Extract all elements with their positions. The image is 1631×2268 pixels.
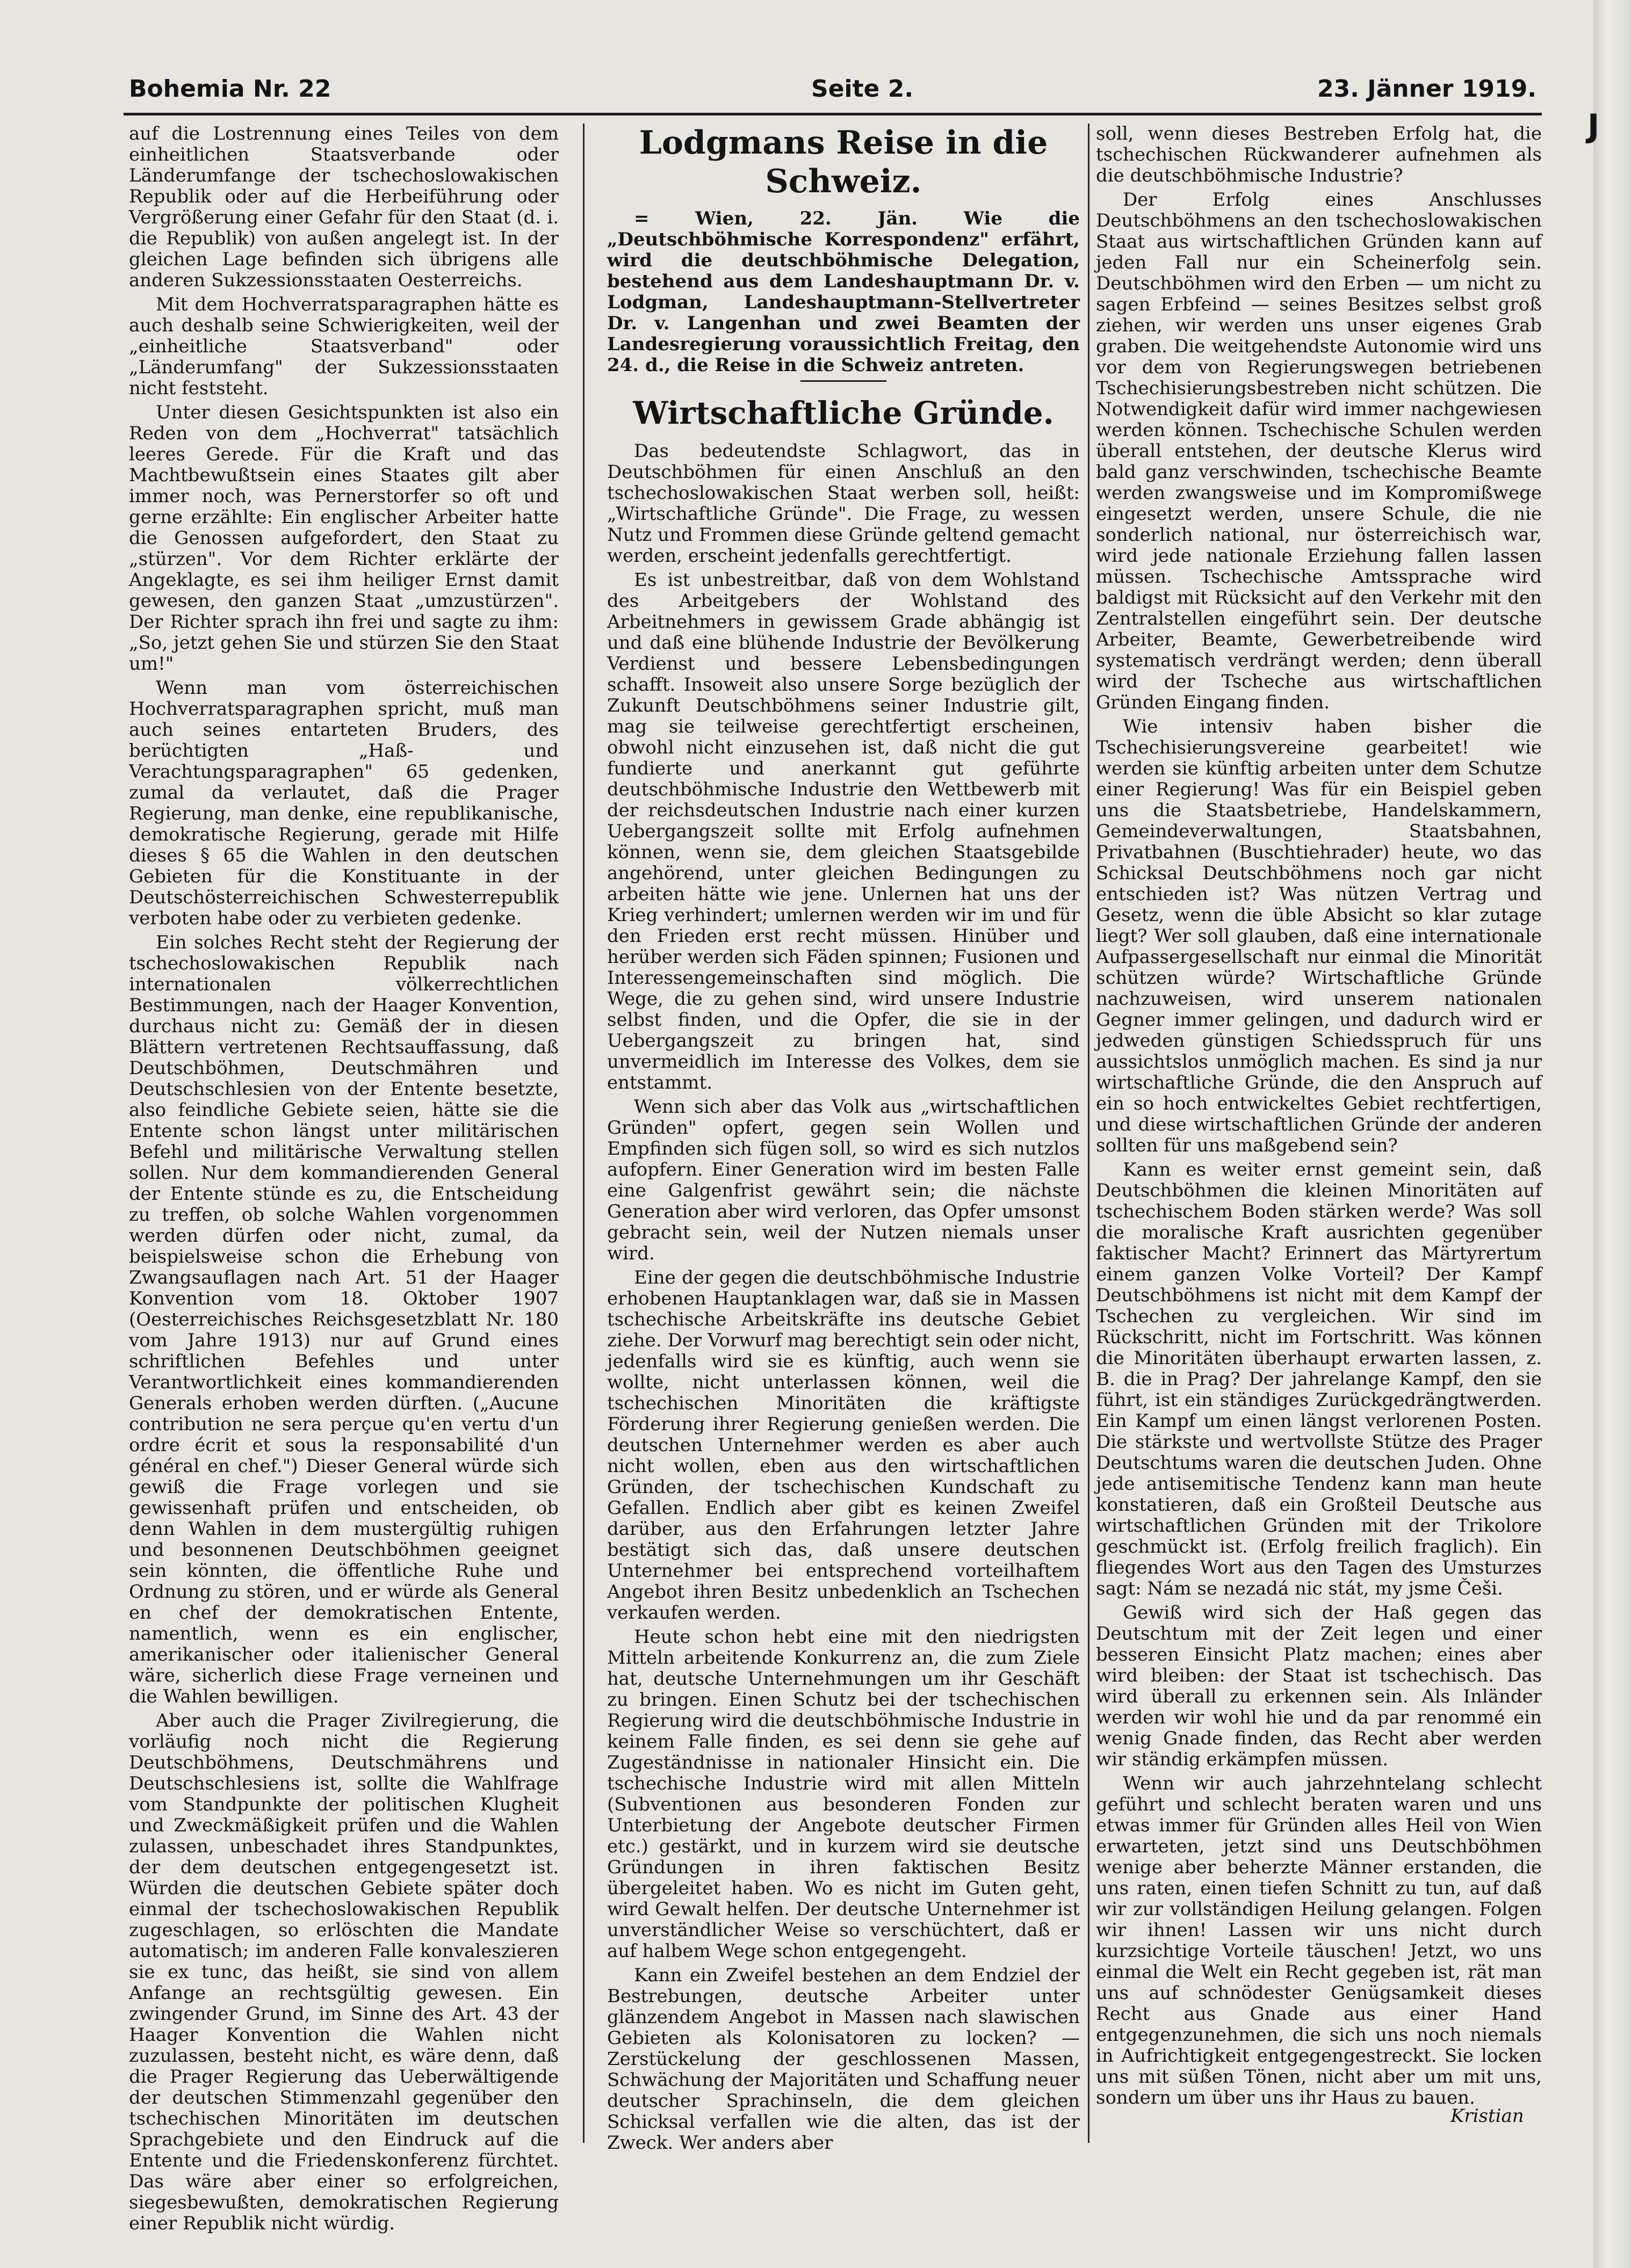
- paragraph: Eine der gegen die deutschböhmische Industrie erhobenen Hauptanklagen war, daß sie in Massen tschechische Arbeitskräfte ins deutsche Gebiet ziehe. Der Vorwurf mag berechtigt sein oder nicht, jedenfalls wird sie es künftig, auch wenn sie wollte, nicht unterlassen können, weil die tschechischen Minoritäten die kräftigste Förderung ihrer Regierung genießen werden. Die deutschen Unternehmer werden es aber auch nicht wollen, eben aus den wirtschaftlichen Gründen, der tschechischen Kundschaft zu Gefallen. Endlich aber gibt es keinen Zweifel darüber, aus den Erfahrungen letzter Jahre bestätigt sich das, daß unsere deutschen Unternehmer bei entsprechend vorteilhaftem Angebot ihren Besitz unbedenklich an Tschechen verkaufen werden.: [607, 1267, 1080, 1624]
- header-page-number: Seite 2.: [811, 75, 914, 103]
- paragraph: Wie intensiv haben bisher die Tschechisierungsvereine gearbeitet! wie werden sie künftig arbeiten unter dem Schutze einer Regierung! Was für ein Beispiel geben uns die Staatsbetriebe, Handelskammern, Gemeindeverwaltungen, Staatsbahnen, Privatbahnen (Buschtiehrader) heute, wo das Schicksal Deutschböhmens noch gar nicht entschieden ist? Was nützen Vertrag und Gesetz, wenn die üble Absicht so klar zutage liegt? Wer soll glauben, daß eine internationale Aufpassergesellschaft nur einmal die Minorität schützen würde? Wirtschaftliche Gründe nachzuweisen, wird unserem nationalen Gegner immer gelingen, und dadurch wird er jedweden günstigen Schiedsspruch für uns aussichtslos unmöglich machen. Es sind ja nur wirtschaftliche Gründe, die den Anspruch auf ein so hoch entwickeltes Gebiet rechtfertigen, und diese wirtschaftlichen Gründe der anderen sollten für uns maßgebend sein?: [1096, 716, 1542, 1156]
- paragraph: Wenn wir auch jahrzehntelang schlecht geführt und schlecht beraten waren und uns etwas immer für Gründen alles Heil von Wien erwarteten, jetzt sind uns Deutschböhmen wenige aber beherzte Männer erstanden, die uns raten, einen tiefen Schnitt zu tun, auf daß wir zur vollständigen Heilung gelangen. Folgen wir ihnen! Lassen wir uns nicht durch kurzsichtige Vorteile täuschen! Jetzt, wo uns einmal die Welt ein Recht gegeben ist, rät man uns auf schnödester Genügsamkeit dieses Recht aus Gnade aus einer Hand entgegenzunehmen, die sich uns noch niemals in Aufrichtigkeit entgegengestreckt. Sie locken uns mit süßen Tönen, nicht aber um mit uns, sondern um über uns ihr Haus zu bauen.: [1096, 1773, 1542, 2108]
- article-headline: Lodgmans Reise in die Schweiz.: [639, 124, 1048, 200]
- column-divider: [1088, 124, 1089, 2143]
- column-divider: [583, 124, 584, 2143]
- column-1: [129, 123, 559, 2234]
- paragraph: soll, wenn dieses Bestreben Erfolg hat, die tschechischen Rückwanderer aufnehmen als die deutschböhmische Industrie?: [1096, 123, 1542, 186]
- paragraph: Aber auch die Prager Zivilregierung, die vorläufig noch nicht die Regierung Deutschböhmens, Deutschmährens und Deutschschlesiens ist, sollte die Wahlfrage vom Standpunkte der politischen Klugheit und Zweckmäßigkeit prüfen und die Wahlen zulassen, unbeschadet ihres Standpunktes, der dem deutschen entgegengesetzt ist. Würden die deutschen Gebiete später doch einmal der tschechoslowakischen Republik zugeschlagen, so erlöschten die Mandate automatisch; im anderen Falle konvaleszieren sie ex tunc, das heißt, sie sind von allem Anfange an rechtsgültig gewesen. Ein zwingender Grund, im Sinne des Art. 43 der Haager Konvention die Wahlen nicht zuzulassen, besteht nicht, es wäre denn, daß die Prager Regierung das Ueberwältigende der deutschen Stimmenzahl gegenüber den tschechischen Minoritäten im deutschen Sprachgebiete und den Eindruck auf die Entente und die Friedenskonferenz fürchtet. Das wäre aber einer so erfolgreichen, siegesbewußten, demokratischen Regierung einer Republik nicht würdig.: [129, 1710, 559, 2234]
- paragraph: Kann ein Zweifel bestehen an dem Endziel der Bestrebungen, deutsche Arbeiter unter glänzendem Angebot in Massen nach slawischen Gebieten als Kolonisatoren zu locken? — Zerstückelung der geschlossenen Massen, Schwächung der Majoritäten und Schaffung neuer deutscher Sprachinseln, die dem gleichen Schicksal verfallen wie die alten, das ist der Zweck. Wer anders aber: [607, 1965, 1080, 2154]
- paragraph: Ein solches Recht steht der Regierung der tschechoslowakischen Republik nach internationalen völkerrechtlichen Bestimmungen, nach der Haager Konvention, durchaus nicht zu: Gemäß der in diesen Blättern vertretenen Rechtsauffassung, daß Deutschböhmen, Deutschmähren und Deutschschlesien von der Entente besetzte, also feindliche Gebiete seien, hätte sie die Entente schon längst unter militärischen Befehl und militärische Verwaltung stellen sollen. Nur dem kommandierenden General der Entente stünde es zu, die Entscheidung zu treffen, ob solche Wahlen vorgenommen werden dürfen oder nicht, zumal, da beispielsweise schon die Erhebung von Zwangsauflagen nach Art. 51 der Haager Konvention vom 18. Oktober 1907 (Oesterreichisches Reichsgesetzblatt Nr. 180 vom Jahre 1913) nur auf Grund eines schriftlichen Befehles und unter Verantwortlichkeit eines kommandierenden Generals erhoben werden dürften. („Aucune contribution ne sera perçue qu'en vertu d'un ordre écrit et sous la responsabilité d'un général en chef.") Dieser General würde sich gewiß die Frage vorlegen und sie gewissenhaft prüfen und entscheiden, ob denn Wahlen in dem mustergültig ruhigen und besonnenen Deutschböhmen geeignet sein könnten, die öffentliche Ruhe und Ordnung zu stören, und er würde als General en chef der demokratischen Entente, namentlich, wenn es ein englischer, amerikanischer oder italienischer General wäre, sicherlich diese Frage verneinen und die Wahlen bewilligen.: [129, 932, 559, 1707]
- paragraph: Wenn man vom österreichischen Hochverratsparagraphen spricht, muß man auch seines entarteten Bruders, des berüchtigten „Haß- und Verachtungsparagraphen" 65 gedenken, zumal da verlautet, daß die Prager Regierung, man denke, eine republikanische, demokratische Regierung, gerade mit Hilfe dieses § 65 die Wahlen in den deutschen Gebieten für die Konstituante in der Deutschösterreichischen Schwesterrepublik verboten habe oder zu verbieten gedenke.: [129, 677, 559, 929]
- header-rule: [124, 113, 1542, 115]
- author-signature: Kristian: [1450, 2105, 1524, 2127]
- page-edge: [1593, 0, 1631, 2268]
- separator-rule: [800, 380, 886, 382]
- adjacent-page-fragment: J: [1587, 107, 1600, 145]
- paragraph: auf die Lostrennung eines Teiles von dem einheitlichen Staatsverbande oder Länderumfange der tschechoslowakischen Republik oder auf die Herbeiführung oder Vergrößerung einer Gefahr für den Staat (d. i. die Republik) von außen angelegt ist. In der gleichen Lage befinden sich übrigens alle anderen Sukzessionsstaaten Oesterreichs.: [129, 123, 559, 291]
- paragraph: Das bedeutendste Schlagwort, das in Deutschböhmen für einen Anschluß an den tschechoslowakischen Staat werben soll, heißt: „Wirtschaftliche Gründe". Die Frage, zu wessen Nutz und Frommen diese Gründe geltend gemacht werden, erscheint jedenfalls gerechtfertigt.: [607, 440, 1080, 567]
- header-date: 23. Jänner 1919.: [1317, 75, 1536, 103]
- article-subheadline: Wirtschaftliche Gründe.: [633, 395, 1054, 431]
- header-issue: Bohemia Nr. 22: [129, 75, 331, 103]
- article-lead: = Wien, 22. Jän. Wie die „Deutschböhmische Korrespondenz" erfährt, wird die deutschböhmische Delegation, bestehend aus dem Landeshauptmann Dr. v. Lodgman, Landeshauptmann-Stellvertreter Dr. v. Langenhan und zwei Beamten der Landesregierung voraussichtlich Freitag, den 24. d., die Reise in die Schweiz antreten.: [607, 208, 1080, 376]
- paragraph: Gewiß wird sich der Haß gegen das Deutschtum mit der Zeit legen und einer besseren Einsicht Platz machen; eines aber wird bleiben: der Staat ist tschechisch. Das wird überall zu erkennen sein. Als Inländer werden wir wohl hie und da par renommé ein wenig Gnade finden, das Recht aber werden wir ständig erkämpfen müssen.: [1096, 1602, 1542, 1770]
- paragraph: Mit dem Hochverratsparagraphen hätte es auch deshalb seine Schwierigkeiten, weil der „einheitliche Staatsverband" oder „Länderumfang" der Sukzessionsstaaten nicht feststeht.: [129, 294, 559, 399]
- paragraph: Es ist unbestreitbar, daß von dem Wohlstand des Arbeitgebers der Wohlstand des Arbeitnehmers in gewissem Grade abhängig ist und daß eine blühende Industrie der Bevölkerung Verdienst und bessere Lebensbedingungen schafft. Insoweit also unsere Sorge bezüglich der Zukunft Deutschböhmens seiner Industrie gilt, mag sie teilweise gerechtfertigt erscheinen, obwohl nicht einzusehen ist, daß nicht die gut fundierte und anerkannt gut geführte deutschböhmische Industrie den Wettbewerb mit der reichsdeutschen Industrie nach einer kurzen Uebergangszeit sollte mit Erfolg aufnehmen können, wenn sie, dem gleichen Staatsgebilde angehörend, unter gleichen Bedingungen zu arbeiten hätte wie jene. Unlernen hat uns der Krieg verhindert; umlernen werden wir im und für den Frieden erst recht müssen. Hinüber und herüber werden sich Fäden spinnen; Fusionen und Interessengemeinschaften sind möglich. Die Wege, die zu gehen sind, wird unsere Industrie selbst finden, und die Opfer, die sie in der Uebergangszeit zu bringen hat, sind unvermeidlich im Interesse des Volkes, dem sie entstammt.: [607, 569, 1080, 1093]
- paragraph: Wenn sich aber das Volk aus „wirtschaftlichen Gründen" opfert, gegen sein Wollen und Empfinden sich fügen soll, so wird es sich nutzlos aufopfern. Einer Generation wird im besten Falle eine Galgenfrist gewährt sein; die nächste Generation aber wird verloren, das Opfer umsonst gebracht sein, weil der Nutzen niemals unser wird.: [607, 1096, 1080, 1264]
- column-2: [607, 124, 1080, 2159]
- paragraph: Der Erfolg eines Anschlusses Deutschböhmens an den tschechoslowakischen Staat aus wirtschaftlichen Gründen kann auf jeden Fall nur ein Scheinerfolg sein. Deutschböhmen wird den Erben — um nicht zu sagen Erbfeind — seines Besitzes selbst groß ziehen, wir werden uns unser eigenes Grab graben. Die weitgehendste Autonomie wird uns vor dem von Regierungswegen betriebenen Tschechisierungsbestreben nicht schützen. Die Notwendigkeit dafür wird immer nachgewiesen werden können. Tschechische Schulen werden überall entstehen, der deutsche Klerus wird bald ganz verschwinden, tschechische Beamte werden zwangsweise und im Kompromißwege eingesetzt werden, unsere Schule, die nie sonderlich national, nur österreichisch war, wird jede nationale Erziehung fallen lassen müssen. Tschechische Amtssprache wird baldigst mit Rücksicht auf den Verkehr mit den Zentralstellen eingeführt sein. Der deutsche Arbeiter, Beamte, Gewerbetreibende wird systematisch verdrängt werden; denn überall wird der Tscheche aus wirtschaftlichen Gründen Eingang finden.: [1096, 189, 1542, 713]
- paragraph: Heute schon hebt eine mit den niedrigsten Mitteln arbeitende Konkurrenz an, die zum Ziele hat, deutsche Unternehmungen um ihr Geschäft zu bringen. Einen Schutz bei der tschechischen Regierung wird die deutschböhmische Industrie in keinem Falle finden, es sei denn sie gehe auf Zugeständnisse in nationaler Hinsicht ein. Die tschechische Industrie wird mit allen Mitteln (Subventionen aus besonderen Fonden zur Unterbietung der Angebote deutscher Firmen etc.) gestärkt, und in kurzem wird sie deutsche Gründungen in ihren faktischen Besitz übergeleitet haben. Wo es nicht im Guten geht, wird Gewalt helfen. Der deutsche Unternehmer ist unverständlicher Weise so verschüchtert, daß er auf halbem Wege schon entgegengeht.: [607, 1626, 1080, 1962]
- page-header: [129, 70, 1536, 107]
- paragraph: Unter diesen Gesichtspunkten ist also ein Reden von dem „Hochverrat" tatsächlich leeres Gerede. Für die Kraft und das Machtbewußtsein eines Staates gilt aber immer noch, was Pernerstorfer so oft und gerne erzählte: Ein englischer Arbeiter hatte die Genossen aufgefordert, den Staat zu „stürzen". Vor dem Richter erklärte der Angeklagte, es sei ihm heiliger Ernst damit gewesen, den ganzen Staat „umzustürzen". Der Richter sprach ihn frei und sagte zu ihm: „So, jetzt gehen Sie und stürzen Sie den Staat um!": [129, 402, 559, 675]
- paragraph: Kann es weiter ernst gemeint sein, daß Deutschböhmen die kleinen Minoritäten auf tschechischem Boden stärken werde? Was soll die moralische Kraft ausrichten gegenüber faktischer Macht? Erinnert das Märtyrertum einem ganzen Volke Vorteil? Der Kampf Deutschböhmens ist nicht mit dem Kampf der Tschechen zu vergleichen. Wir sind im Rückschritt, nicht im Fortschritt. Was können die Minoritäten überhaupt erwarten lassen, z. B. die in Prag? Der jahrelange Kampf, den sie führt, ist ein ständiges Zurückgedrängtwerden. Ein Kampf um einen längst verlorenen Posten. Die stärkste und wertvollste Stütze des Prager Deutschtums waren die deutschen Juden. Ohne jede antisemitische Tendenz kann man heute konstatieren, daß ein Großteil Deutsche aus wirtschaftlichen Gründen mit der Trikolore geschmückt ist. (Erfolg freilich fraglich). Ein fliegendes Wort aus den Tagen des Umsturzes sagt: Nám se nezadá nic stát, my jsme Češi.: [1096, 1159, 1542, 1599]
- column-3: [1096, 124, 1542, 2159]
